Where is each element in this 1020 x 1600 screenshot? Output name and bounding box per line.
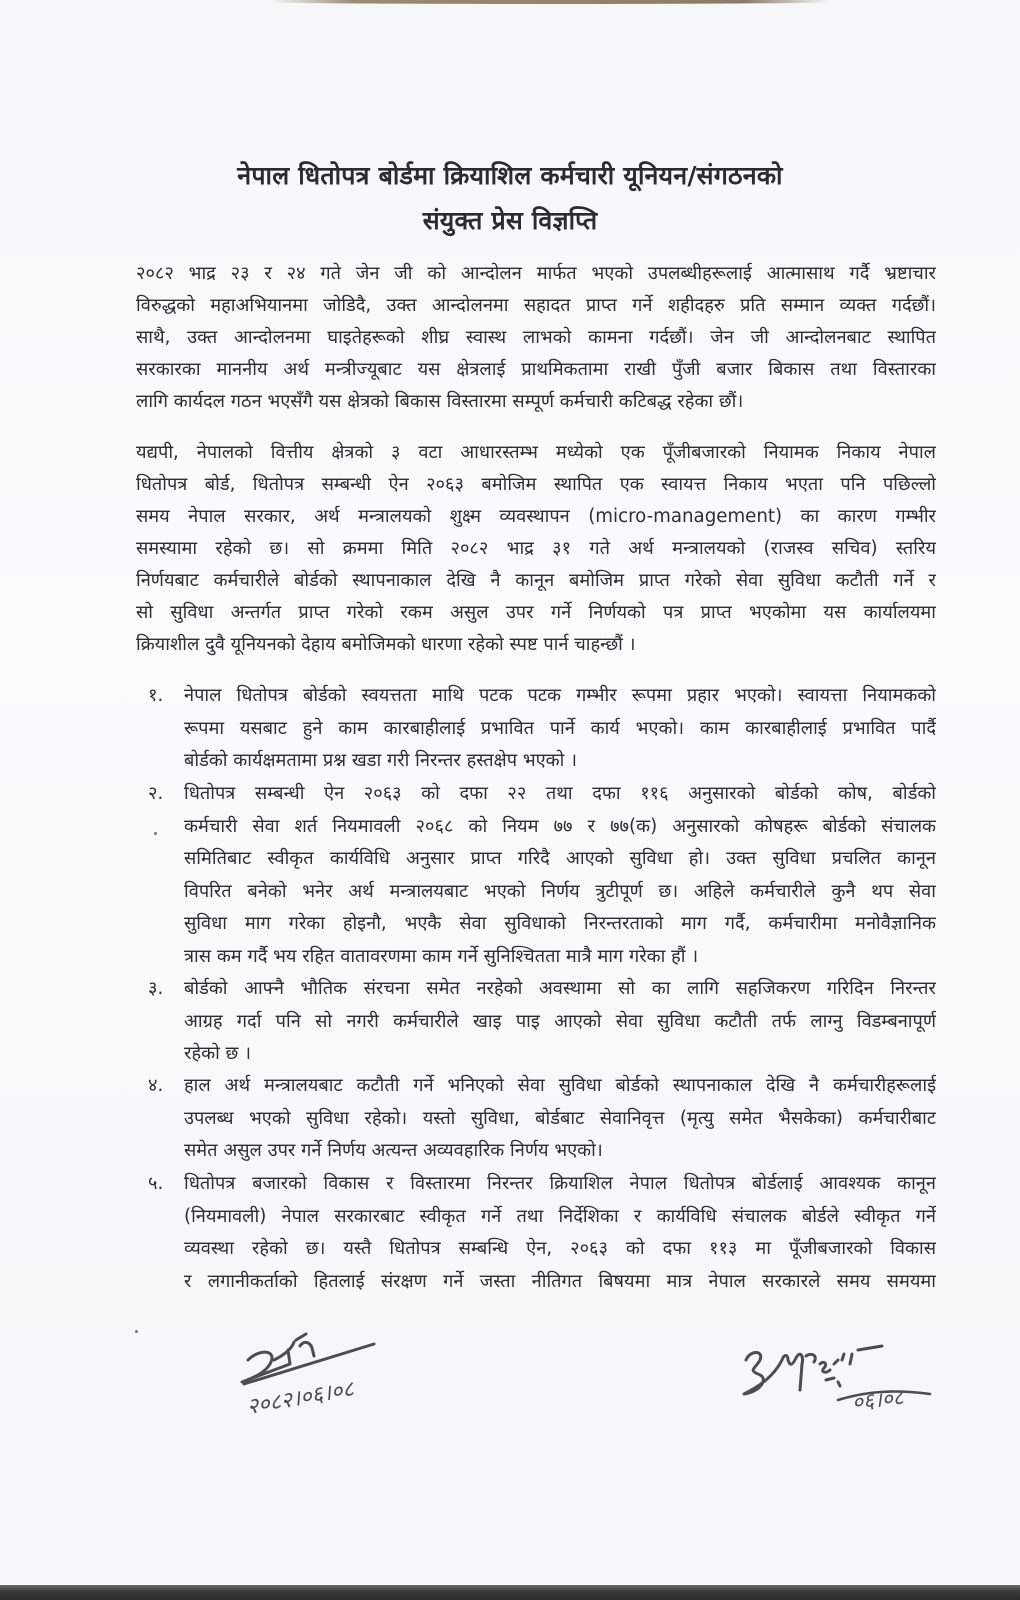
paragraph-line: धितोपत्र बोर्ड, धितोपत्र सम्बन्धी ऐन २०६३ बमोजिम स्थापित एक स्वायत्त निकाय भएता पनि पछिल्लो — [136, 474, 936, 495]
list-item-line: (नियमावली) नेपाल सरकारबाट स्वीकृत गर्ने तथा निर्देशिका र कार्यविधि संचालक बोर्डले स्वीकृत गर्ने — [184, 1205, 936, 1227]
signature-left — [230, 1320, 460, 1430]
list-item-line: रूपमा यसबाट हुने काम कारबाहीलाई प्रभावित पार्ने कार्य भएको। काम कारबाहीलाई प्रभावित पार्दै — [184, 717, 936, 739]
list-item-line: आग्रह गर्दा पनि सो नगरी कर्मचारीले खाइ पाइ आएको सेवा सुविधा कटौती तर्फ लाग्नु विडम्बनापूर्ण — [184, 1010, 936, 1032]
stray-mark — [154, 832, 157, 835]
list-item-number: ५. — [148, 1173, 164, 1194]
list-item-line: त्रास कम गर्दै भय रहित वातावरणमा काम गर्ने सुनिश्चितता मात्रै माग गरेका हौं । — [184, 945, 699, 967]
paragraph-line: साथै, उक्त आन्दोलनमा घाइतेहरूको शीघ्र स्वास्थ लाभको कामना गर्दछौं। जेन जी आन्दोलनबाट स्थापित — [136, 327, 936, 348]
list-item-line: बोर्डको आफ्नै भौतिक संरचना समेत नरहेको अवस्थामा सो का लागि सहजिकरण गरिदिन निरन्तर — [184, 978, 936, 999]
signature-scribble-icon — [730, 1320, 960, 1430]
list-item-line: धितोपत्र सम्बन्धी ऐन २०६३ को दफा २२ तथा दफा ११६ अनुसारको बोर्डको कोष, बोर्डको — [184, 783, 936, 804]
list-item-number: ३. — [148, 978, 164, 999]
list-item-number: ४. — [148, 1075, 164, 1096]
list-item-line: नेपाल धितोपत्र बोर्डको स्वयत्तता माथि पटक पटक गम्भीर रूपमा प्रहार भएको। स्वायत्ता नियामकको — [184, 685, 936, 706]
list-item-line: धितोपत्र बजारको विकास र विस्तारमा निरन्तर क्रियाशिल नेपाल धितोपत्र बोर्डलाई आवश्यक कानून — [184, 1173, 936, 1194]
signature-right — [730, 1320, 960, 1430]
list-item-line: कर्मचारी सेवा शर्त नियमावली २०६८ को नियम ७७ र ७७(क) अनुसारको कोषहरू बोर्डको संचालक — [184, 815, 936, 837]
signature-date: २०८२।०६।०८ — [244, 1376, 356, 1421]
list-item-line: हाल अर्थ मन्त्रालयबाट कटौती गर्ने भनिएको सेवा सुविधा बोर्डको स्थापनाकाल देखि नै कर्मचारीहरूलाई — [184, 1075, 936, 1096]
list-item-line: समेत असुल उपर गर्ने निर्णय अत्यन्त अव्यवहारिक निर्णय भएको। — [184, 1140, 603, 1161]
paragraph-line: समस्यामा रहेको छ। सो क्रममा मिति २०८२ भाद्र ३१ गते अर्थ मन्त्रालयको (राजस्व सचिव) स्तरिय — [136, 538, 936, 559]
paragraph-line: समय नेपाल सरकार, अर्थ मन्त्रालयको शुक्ष्म व्यवस्थापन (micro-management) का कारण गम्भीर — [136, 506, 936, 527]
context-paragraph — [136, 437, 936, 661]
signature-date: ०६।०८ — [850, 1385, 905, 1415]
list-item-line: विपरित बनेको भनेर अर्थ मन्त्रालयबाट भएको निर्णय त्रुटीपूर्ण छ। अहिले कर्मचारीले कुनै थप सेवा — [184, 880, 936, 902]
paragraph-line: निर्णयबाट कर्मचारीले बोर्डको स्थापनाकाल देखि नै कानून बमोजिम प्राप्त गरेको सेवा सुविधा कटौती गर्ने र — [136, 570, 936, 591]
stray-mark — [135, 1330, 138, 1333]
document-title: नेपाल धितोपत्र बोर्डमा क्रियाशिल कर्मचारी यूनियन/संगठनको — [237, 161, 783, 190]
paragraph-line: यद्यपी, नेपालको वित्तीय क्षेत्रको ३ वटा आधारस्तम्भ मध्येको एक पूँजीबजारको नियामक निकाय नेपाल — [136, 442, 936, 463]
list-item-line: बोर्डको कार्यक्षमतामा प्रश्न खडा गरी निरन्तर हस्तक्षेप भएको । — [184, 750, 578, 771]
paragraph-line: सो सुविधा अन्तर्गत प्राप्त गरेको रकम असुल उपर गर्ने निर्णयको पत्र प्राप्त भएकोमा यस कार्यालयमा — [136, 602, 936, 623]
document-subtitle: संयुक्त प्रेस विज्ञप्ति — [422, 206, 598, 235]
list-item-line: र लगानीकर्ताको हितलाई संरक्षण गर्ने जस्ता नीतिगत बिषयमा मात्र नेपाल सरकारले समय समयमा — [184, 1270, 936, 1292]
paragraph-line: विरुद्धको महाअभियानमा जोडिदै, उक्त आन्दोलनमा सहादत प्राप्त गर्ने शहीदहरु प्रति सम्मान व्यक्त गर्दछौं। — [136, 295, 936, 316]
list-item-number: २. — [148, 783, 164, 804]
paragraph-line: सरकारका माननीय अर्थ मन्त्रीज्यूबाट यस क्षेत्रलाई प्राथमिकतामा राखी पुँजी बजार बिकास तथा विस्तारका — [136, 359, 936, 380]
intro-paragraph — [136, 258, 936, 418]
paragraph-line: २०८२ भाद्र २३ र २४ गते जेन जी को आन्दोलन मार्फत भएको उपलब्धीहरूलाई आत्मासाथ गर्दै भ्रष्टाचार — [136, 263, 936, 284]
paper-top-edge — [270, 0, 830, 4]
list-item-line: रहेको छ । — [184, 1043, 251, 1064]
list-item-number: १. — [148, 685, 164, 706]
list-item-line: समितिबाट स्वीकृत कार्यविधि अनुसार प्राप्त गरिदै आएको सुविधा हो। उक्त सुविधा प्रचलित कानून — [184, 848, 936, 869]
list-item-line: सुविधा माग गरेका होइनौ, भएकै सेवा सुविधाको निरन्तरताको माग गर्दै, कर्मचारीमा मनोवैज्ञानिक — [184, 913, 936, 934]
paragraph-line: क्रियाशील दुवै यूनियनको देहाय बमोजिमको धारणा रहेको स्पष्ट पार्न चाहन्छौं । — [136, 634, 636, 655]
list-item-line: व्यवस्था रहेको छ। यस्तै धितोपत्र सम्बन्धि ऐन, २०६३ को दफा ११३ मा पूँजीबजारको विकास — [184, 1238, 936, 1259]
list-item-line: उपलब्ध भएको सुविधा रहेको। यस्तो सुविधा, बोर्डबाट सेवानिवृत्त (मृत्यु समेत भैसकेका) कर्मचारीबाट — [184, 1107, 936, 1129]
paragraph-line: लागि कार्यदल गठन भएसँगै यस क्षेत्रको बिकास विस्तारमा सम्पूर्ण कर्मचारी कटिबद्ध रहेका छौं। — [136, 391, 744, 412]
scanner-bottom-edge — [0, 1585, 1020, 1600]
